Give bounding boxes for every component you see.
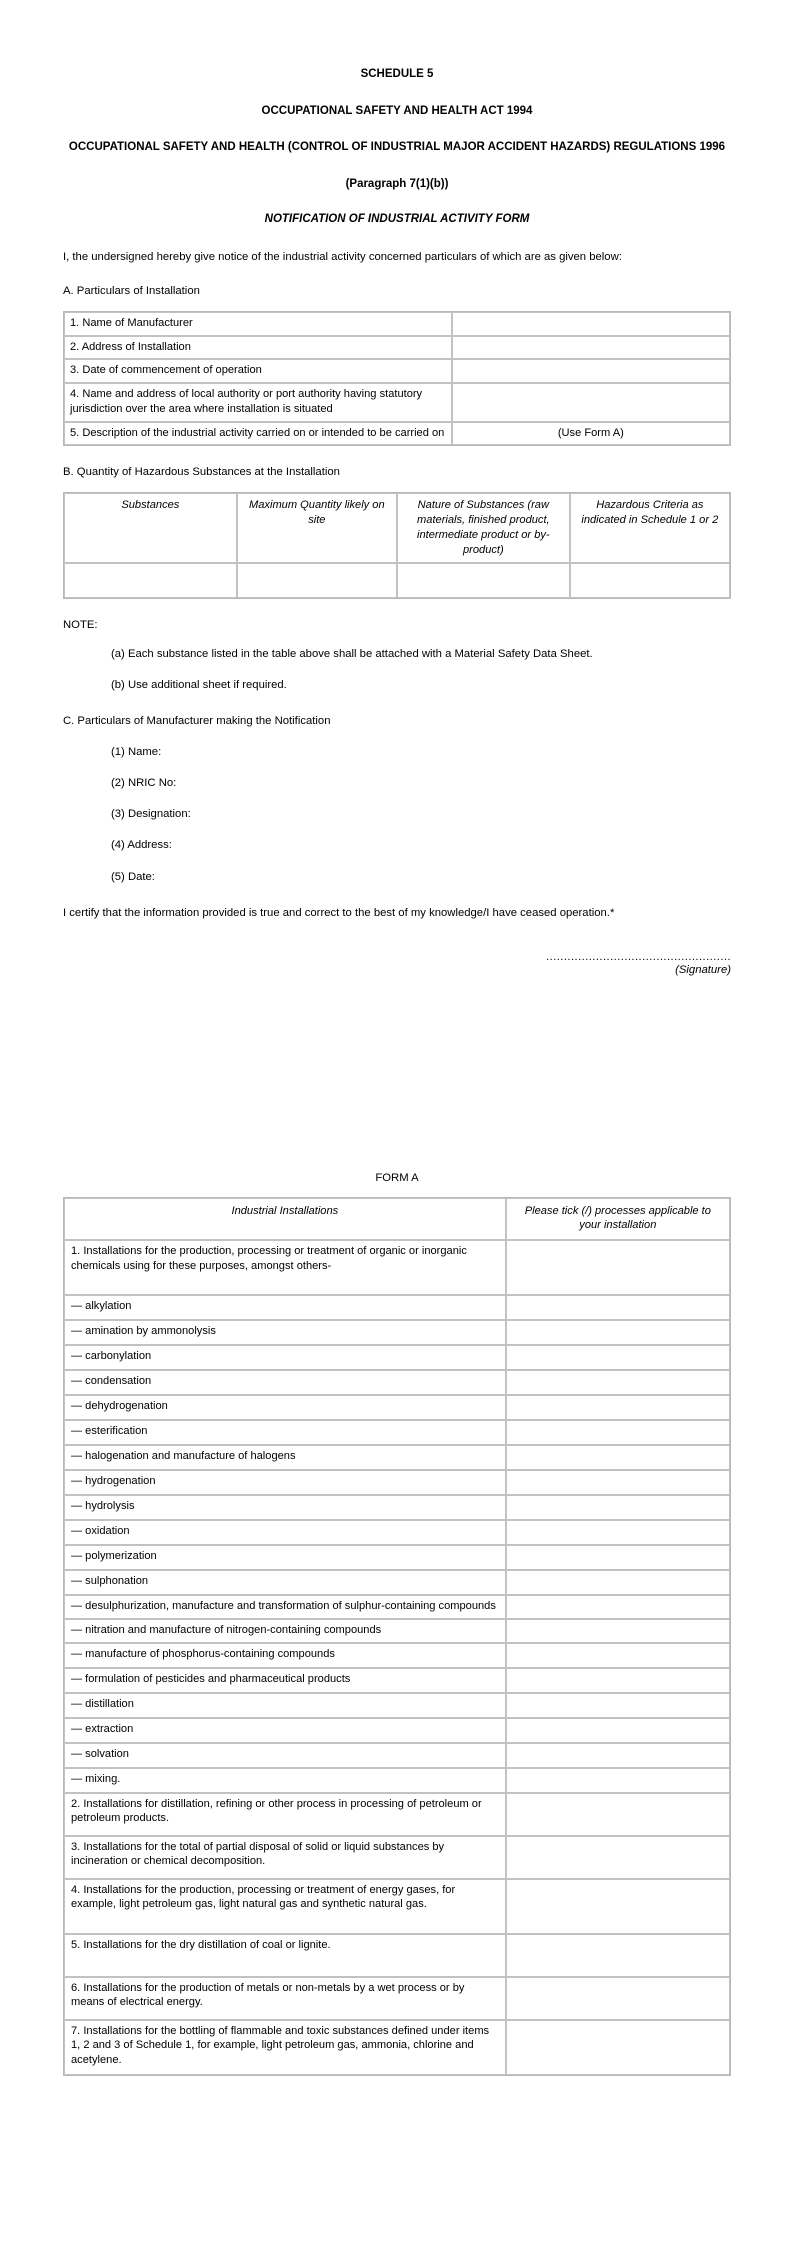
tick-checkbox-cell[interactable] <box>506 1836 730 1879</box>
tick-checkbox-cell[interactable] <box>506 1395 730 1420</box>
signature-block <box>63 951 731 976</box>
section-c-date: (5) Date: <box>111 870 155 883</box>
table-row <box>64 1693 730 1718</box>
table-row <box>64 422 730 446</box>
installation-label: — extraction <box>64 1718 506 1743</box>
table-row <box>64 1240 730 1295</box>
schedule-title: SCHEDULE 5 <box>360 68 434 80</box>
max-quantity-cell[interactable] <box>237 563 397 598</box>
installation-label: — dehydrogenation <box>64 1395 506 1420</box>
installation-label: 3. Installations for the total of partial disposal of solid or liquid substances by incineration or chemical decomposition. <box>64 1836 506 1879</box>
table-row <box>64 336 730 360</box>
section-b-heading: B. Quantity of Hazardous Substances at the Installation <box>63 466 340 479</box>
column-header-please-tick: Please tick (/) processes applicable to your installation <box>506 1198 730 1241</box>
table-row <box>64 1836 730 1879</box>
tick-checkbox-cell[interactable] <box>506 1743 730 1768</box>
tick-checkbox-cell[interactable] <box>506 1934 730 1977</box>
column-header-maximum-quantity: Maximum Quantity likely on site <box>237 493 397 563</box>
table-row <box>64 1793 730 1836</box>
table-row <box>64 1320 730 1345</box>
tick-checkbox-cell[interactable] <box>506 1619 730 1643</box>
tick-checkbox-cell[interactable] <box>506 1977 730 2020</box>
installation-label: — polymerization <box>64 1545 506 1570</box>
section-c-nric: (2) NRIC No: <box>111 777 177 790</box>
tick-checkbox-cell[interactable] <box>506 1545 730 1570</box>
note-item-a: (a) Each substance listed in the table above shall be attached with a Material Safety Data Sheet. <box>111 648 593 661</box>
tick-checkbox-cell[interactable] <box>506 1643 730 1668</box>
tick-checkbox-cell[interactable] <box>506 1320 730 1345</box>
row-value[interactable] <box>452 336 730 360</box>
installation-label: — manufacture of phosphorus-containing compounds <box>64 1643 506 1668</box>
table-header-row <box>64 493 730 563</box>
table-row <box>64 359 730 383</box>
tick-checkbox-cell[interactable] <box>506 1240 730 1295</box>
page-break-gap <box>63 976 731 1172</box>
table-row <box>64 1345 730 1370</box>
tick-checkbox-cell[interactable] <box>506 1470 730 1495</box>
table-row <box>64 383 730 422</box>
tick-checkbox-cell[interactable] <box>506 1345 730 1370</box>
tick-checkbox-cell[interactable] <box>506 1570 730 1595</box>
table-row <box>64 2020 730 2075</box>
table-row <box>64 1643 730 1668</box>
row-value[interactable]: (Use Form A) <box>452 422 730 446</box>
table-row <box>64 1718 730 1743</box>
installation-label: — esterification <box>64 1420 506 1445</box>
table-row <box>64 1595 730 1619</box>
tick-checkbox-cell[interactable] <box>506 1693 730 1718</box>
row-value[interactable] <box>452 359 730 383</box>
installation-label: 7. Installations for the bottling of flammable and toxic substances defined under items 1, 2 and 3 of Schedule 1, for example, light petroleum gas, ammonia, chlorine and acetylene. <box>64 2020 506 2075</box>
table-row <box>64 1370 730 1395</box>
tick-checkbox-cell[interactable] <box>506 1718 730 1743</box>
table-row <box>64 1743 730 1768</box>
installation-label: 5. Installations for the dry distillation of coal or lignite. <box>64 1934 506 1977</box>
form-title: NOTIFICATION OF INDUSTRIAL ACTIVITY FORM <box>264 212 530 225</box>
tick-checkbox-cell[interactable] <box>506 2020 730 2075</box>
criteria-cell[interactable] <box>570 563 730 598</box>
section-c-name: (1) Name: <box>111 746 162 759</box>
section-c-heading: C. Particulars of Manufacturer making the Notification <box>63 715 331 728</box>
installation-label: 1. Installations for the production, processing or treatment of organic or inorganic chemicals using for these purposes, amongst others- <box>64 1240 506 1295</box>
form-a-table-body <box>64 1240 730 2075</box>
regulation-title: OCCUPATIONAL SAFETY AND HEALTH (CONTROL OF INDUSTRIAL MAJOR ACCIDENT HAZARDS) REGULATIONS 1996 <box>68 141 726 154</box>
form-a-table <box>63 1197 731 2076</box>
table-row <box>64 1495 730 1520</box>
section-a-heading: A. Particulars of Installation <box>63 284 200 297</box>
table-row <box>64 1470 730 1495</box>
row-value[interactable] <box>452 383 730 422</box>
table-row <box>64 1545 730 1570</box>
installation-label: — hydrolysis <box>64 1495 506 1520</box>
table-row <box>64 1420 730 1445</box>
signature-line[interactable]: .................................................... <box>546 950 731 963</box>
row-label: 4. Name and address of local authority or port authority having statutory jurisdiction over the area where installation is situated <box>64 383 452 422</box>
table-row <box>64 1520 730 1545</box>
tick-checkbox-cell[interactable] <box>506 1295 730 1320</box>
particulars-of-installation-table <box>63 311 731 447</box>
tick-checkbox-cell[interactable] <box>506 1879 730 1934</box>
installation-label: — sulphonation <box>64 1570 506 1595</box>
column-header-industrial-installations: Industrial Installations <box>64 1198 506 1241</box>
act-title: OCCUPATIONAL SAFETY AND HEALTH ACT 1994 <box>261 104 533 117</box>
installation-label: — condensation <box>64 1370 506 1395</box>
tick-checkbox-cell[interactable] <box>506 1668 730 1693</box>
table-row <box>64 1295 730 1320</box>
installation-label: — solvation <box>64 1743 506 1768</box>
intro-paragraph: I, the undersigned hereby give notice of the industrial activity concerned particulars of which are as given below: <box>63 250 622 263</box>
table-row <box>64 1668 730 1693</box>
section-c-designation: (3) Designation: <box>111 808 191 821</box>
tick-checkbox-cell[interactable] <box>506 1445 730 1470</box>
installation-label: — mixing. <box>64 1768 506 1793</box>
tick-checkbox-cell[interactable] <box>506 1793 730 1836</box>
installation-label: 4. Installations for the production, processing or treatment of energy gases, for example, light petroleum gas, light natural gas and synthetic natural gas. <box>64 1879 506 1934</box>
table-row <box>64 1570 730 1595</box>
section-c-address: (4) Address: <box>111 839 172 852</box>
installation-label: 2. Installations for distillation, refining or other process in processing of petroleum or petroleum products. <box>64 1793 506 1836</box>
paragraph-reference: (Paragraph 7(1)(b)) <box>345 178 449 191</box>
tick-checkbox-cell[interactable] <box>506 1595 730 1619</box>
form-a-label: FORM A <box>375 1171 419 1184</box>
table-row <box>64 1445 730 1470</box>
tick-checkbox-cell[interactable] <box>506 1420 730 1445</box>
row-label: 3. Date of commencement of operation <box>64 359 452 383</box>
row-label: 5. Description of the industrial activity carried on or intended to be carried on <box>64 422 452 446</box>
tick-checkbox-cell[interactable] <box>506 1495 730 1520</box>
installation-label: — carbonylation <box>64 1345 506 1370</box>
installation-label: — distillation <box>64 1693 506 1718</box>
hazardous-substances-table <box>63 492 731 599</box>
table-row <box>64 1768 730 1793</box>
tick-checkbox-cell[interactable] <box>506 1768 730 1793</box>
table-row <box>64 1619 730 1643</box>
table-row <box>64 1395 730 1420</box>
table-header-row <box>64 1198 730 1241</box>
table-row <box>64 1934 730 1977</box>
table-row <box>64 312 730 336</box>
column-header-nature-of-substances: Nature of Substances (raw materials, finished product, intermediate product or by-product) <box>397 493 570 563</box>
installation-label: — nitration and manufacture of nitrogen-containing compounds <box>64 1619 506 1643</box>
nature-cell[interactable] <box>397 563 570 598</box>
table-row <box>64 1977 730 2020</box>
row-label: 1. Name of Manufacturer <box>64 312 452 336</box>
installation-label: — amination by ammonolysis <box>64 1320 506 1345</box>
installation-label: — halogenation and manufacture of halogens <box>64 1445 506 1470</box>
row-label: 2. Address of Installation <box>64 336 452 360</box>
installation-label: 6. Installations for the production of metals or non-metals by a wet process or by means of electrical energy. <box>64 1977 506 2020</box>
installation-label: — hydrogenation <box>64 1470 506 1495</box>
column-header-substances: Substances <box>64 493 237 563</box>
substance-cell[interactable] <box>64 563 237 598</box>
tick-checkbox-cell[interactable] <box>506 1370 730 1395</box>
installation-label: — desulphurization, manufacture and transformation of sulphur-containing compounds <box>64 1595 506 1619</box>
table-row <box>64 563 730 598</box>
note-item-b: (b) Use additional sheet if required. <box>111 679 287 692</box>
row-value[interactable] <box>452 312 730 336</box>
installation-label: — formulation of pesticides and pharmaceutical products <box>64 1668 506 1693</box>
note-label: NOTE: <box>63 619 98 632</box>
installation-label: — oxidation <box>64 1520 506 1545</box>
table-row <box>64 1879 730 1934</box>
signature-caption: (Signature) <box>675 963 731 976</box>
certification-text: I certify that the information provided is true and correct to the best of my knowledge/I have ceased operation.* <box>63 906 615 919</box>
column-header-hazardous-criteria: Hazardous Criteria as indicated in Schedule 1 or 2 <box>570 493 730 563</box>
tick-checkbox-cell[interactable] <box>506 1520 730 1545</box>
installation-label: — alkylation <box>64 1295 506 1320</box>
